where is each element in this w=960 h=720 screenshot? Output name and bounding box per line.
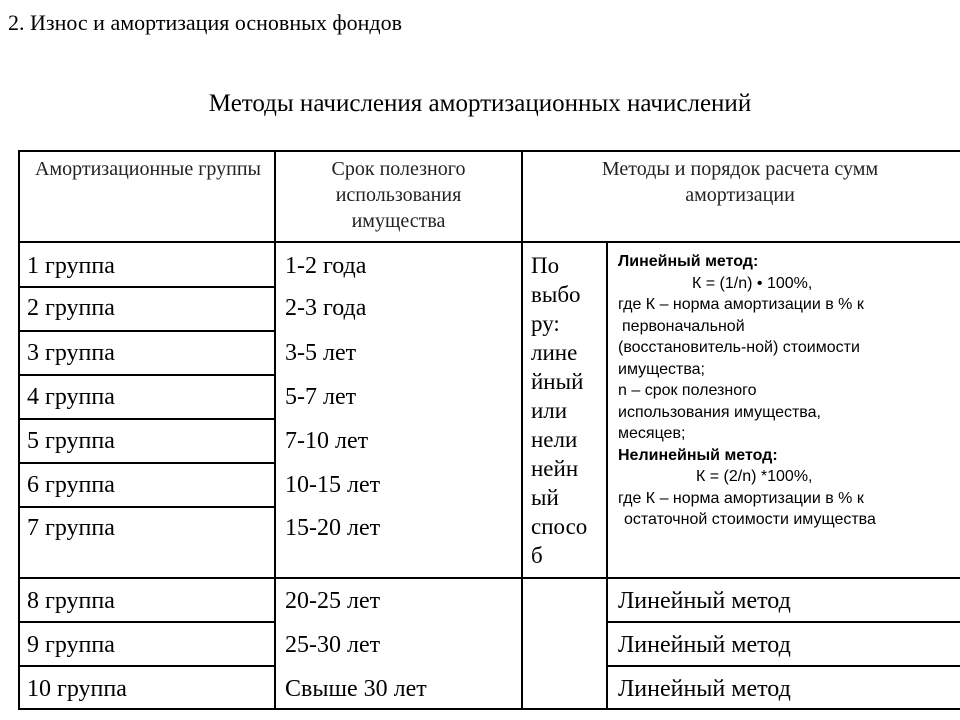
table-border [18,577,960,579]
term-cell: 3-5 лет [285,340,357,366]
term-cell: 2-3 года [285,295,367,321]
table-border [18,708,960,710]
table-border [18,621,276,623]
table-border [18,241,960,243]
term-cell: 5-7 лет [285,384,357,410]
table-border [606,621,960,623]
table-border [18,462,276,464]
method-cell: Линейный метод [618,676,791,702]
term-cell: 1-2 года [285,253,367,279]
linear-method-title: Линейный метод: [618,253,759,270]
header-methods: Методы и порядок расчета сумм амортизации [601,158,879,206]
nonlinear-formula: К = (2/n) *100%, [696,468,813,485]
table-border [18,665,276,667]
table-border [274,150,276,710]
term-cell: Свыше 30 лет [285,676,427,702]
table-border [18,150,20,710]
table-border [18,286,276,288]
table-border [18,150,960,152]
group-cell: 5 группа [27,428,115,454]
table-border [606,242,608,710]
linear-formula: К = (1/n) • 100%, [692,274,813,292]
table-border [606,665,960,667]
header-term: Срок полезного использования имущества [331,158,466,232]
term-cell: 7-10 лет [285,428,369,454]
method-choice-cell: По выбо ру: лине йный или нели нейн ый спосо б [531,253,588,568]
section-header: 2. Износ и амортизация основных фондов [8,10,402,35]
method-description: Линейный метод: К = (1/n) • 100%, где К – норма амортизации в % к первоначальной (восстановитель-ной) стоимости имущества; n – срок полезного использования имущества, месяцев; Нелинейный метод: К = (2/n) *100%, где К – норма амортизации в % к остаточной стоимости имущества [618,251,958,531]
table-border [18,374,276,376]
method-cell: Линейный метод [618,632,791,658]
term-cell: 20-25 лет [285,588,381,614]
group-cell: 3 группа [27,340,115,366]
group-cell: 1 группа [27,253,115,279]
group-cell: 6 группа [27,472,115,498]
group-cell: 2 группа [27,295,115,321]
method-cell: Линейный метод [618,588,791,614]
group-cell: 4 группа [27,384,115,410]
table-border [521,150,523,710]
page-title: Методы начисления амортизационных начислений [208,90,752,117]
header-groups: Амортизационные группы [35,158,261,180]
term-cell: 15-20 лет [285,515,381,541]
table-border [18,418,276,420]
table-border [18,506,276,508]
group-cell: 7 группа [27,515,115,541]
group-cell: 10 группа [27,676,127,702]
term-cell: 25-30 лет [285,632,381,658]
term-cell: 10-15 лет [285,472,381,498]
group-cell: 9 группа [27,632,115,658]
nonlinear-method-title: Нелинейный метод: [618,446,778,464]
group-cell: 8 группа [27,588,115,614]
table-border [18,330,276,332]
